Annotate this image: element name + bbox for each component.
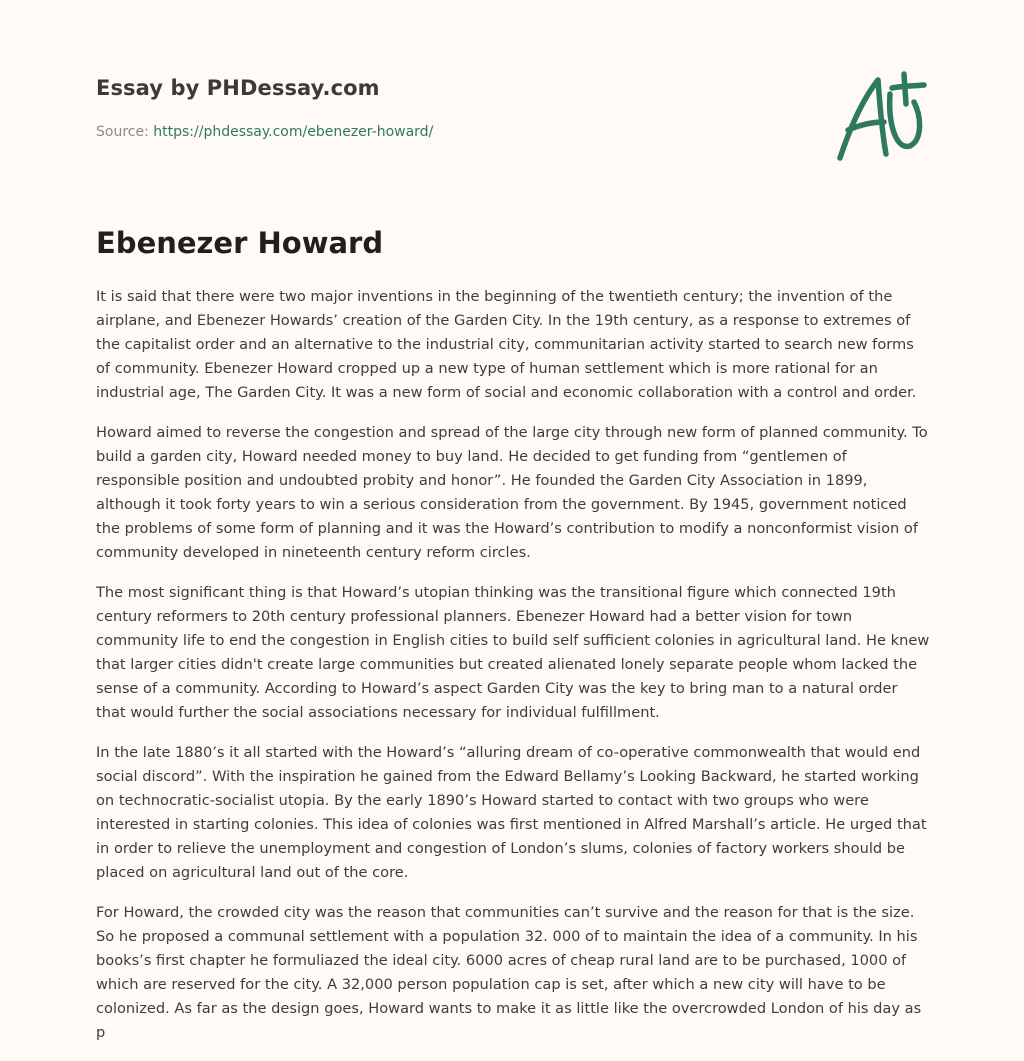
source-label: Source: bbox=[96, 124, 149, 140]
essay-title: Ebenezer Howard bbox=[96, 226, 384, 260]
essay-paragraph: For Howard, the crowded city was the reason that communities can’t survive and the reason for that is the size. So he proposed a communal settlement with a population 32. 000 of to maintain the idea of a community. In his books’s first chapter he formuliazed the ideal city. 6000 acres of cheap rural land are to be purchased, 1000 of which are reserved for the city. A 32,000 person population cap is set, after which a new city will have to be colonized. As far as the design goes, Howard wants to make it as little like the overcrowded London of his day as p bbox=[96, 904, 922, 1041]
essay-paragraph: It is said that there were two major inventions in the beginning of the twentieth century; the invention of the airplane, and Ebenezer Howards’ creation of the Garden City. In the 19th century, as a response to extremes of the capitalist order and an alternative to the industrial city, communitarian activity started to search new forms of community. Ebenezer Howard cropped up a new type of human settlement which is more rational for an industrial age, The Garden City. It was a new form of social and economic collaboration with a control and order. bbox=[96, 288, 917, 401]
a-plus-grade-icon bbox=[828, 66, 932, 166]
essay-body bbox=[96, 285, 930, 1061]
essay-paragraph: Howard aimed to reverse the congestion and spread of the large city through new form of planned community. To build a garden city, Howard needed money to buy land. He decided to get funding from “gentlemen of responsible position and undoubted probity and honor”. He founded the Garden City Association in 1899, although it took forty years to win a serious consideration from the government. By 1945, government noticed the problems of some form of planning and it was the Howard’s contribution to modify a nonconformist vision of community developed in nineteenth century reform circles. bbox=[96, 424, 928, 561]
page-header bbox=[96, 0, 928, 200]
source-link[interactable]: https://phdessay.com/ebenezer-howard/ bbox=[153, 124, 434, 140]
source-line bbox=[96, 124, 433, 140]
essay-paragraph: The most significant thing is that Howard’s utopian thinking was the transitional figure which connected 19th century reformers to 20th century professional planners. Ebenezer Howard had a better vision for town community life to end the congestion in English cities to build self sufficient colonies in agricultural land. He knew that larger cities didn't create large communities but created alienated lonely separate people whom lacked the sense of a community. According to Howard’s aspect Garden City was the key to bring man to a natural order that would further the social associations necessary for individual fulfillment. bbox=[96, 584, 930, 721]
essay-by-heading: Essay by PHDessay.com bbox=[96, 76, 380, 100]
essay-paragraph: In the late 1880’s it all started with the Howard’s “alluring dream of co-operative commonwealth that would end social discord”. With the inspiration he gained from the Edward Bellamy’s Looking Backward, he started working on technocratic-socialist utopia. By the early 1890’s Howard started to contact with two groups who were interested in starting colonies. This idea of colonies was first mentioned in Alfred Marshall’s article. He urged that in order to relieve the unemployment and congestion of London’s slums, colonies of factory workers should be placed on agricultural land out of the core. bbox=[96, 744, 927, 881]
